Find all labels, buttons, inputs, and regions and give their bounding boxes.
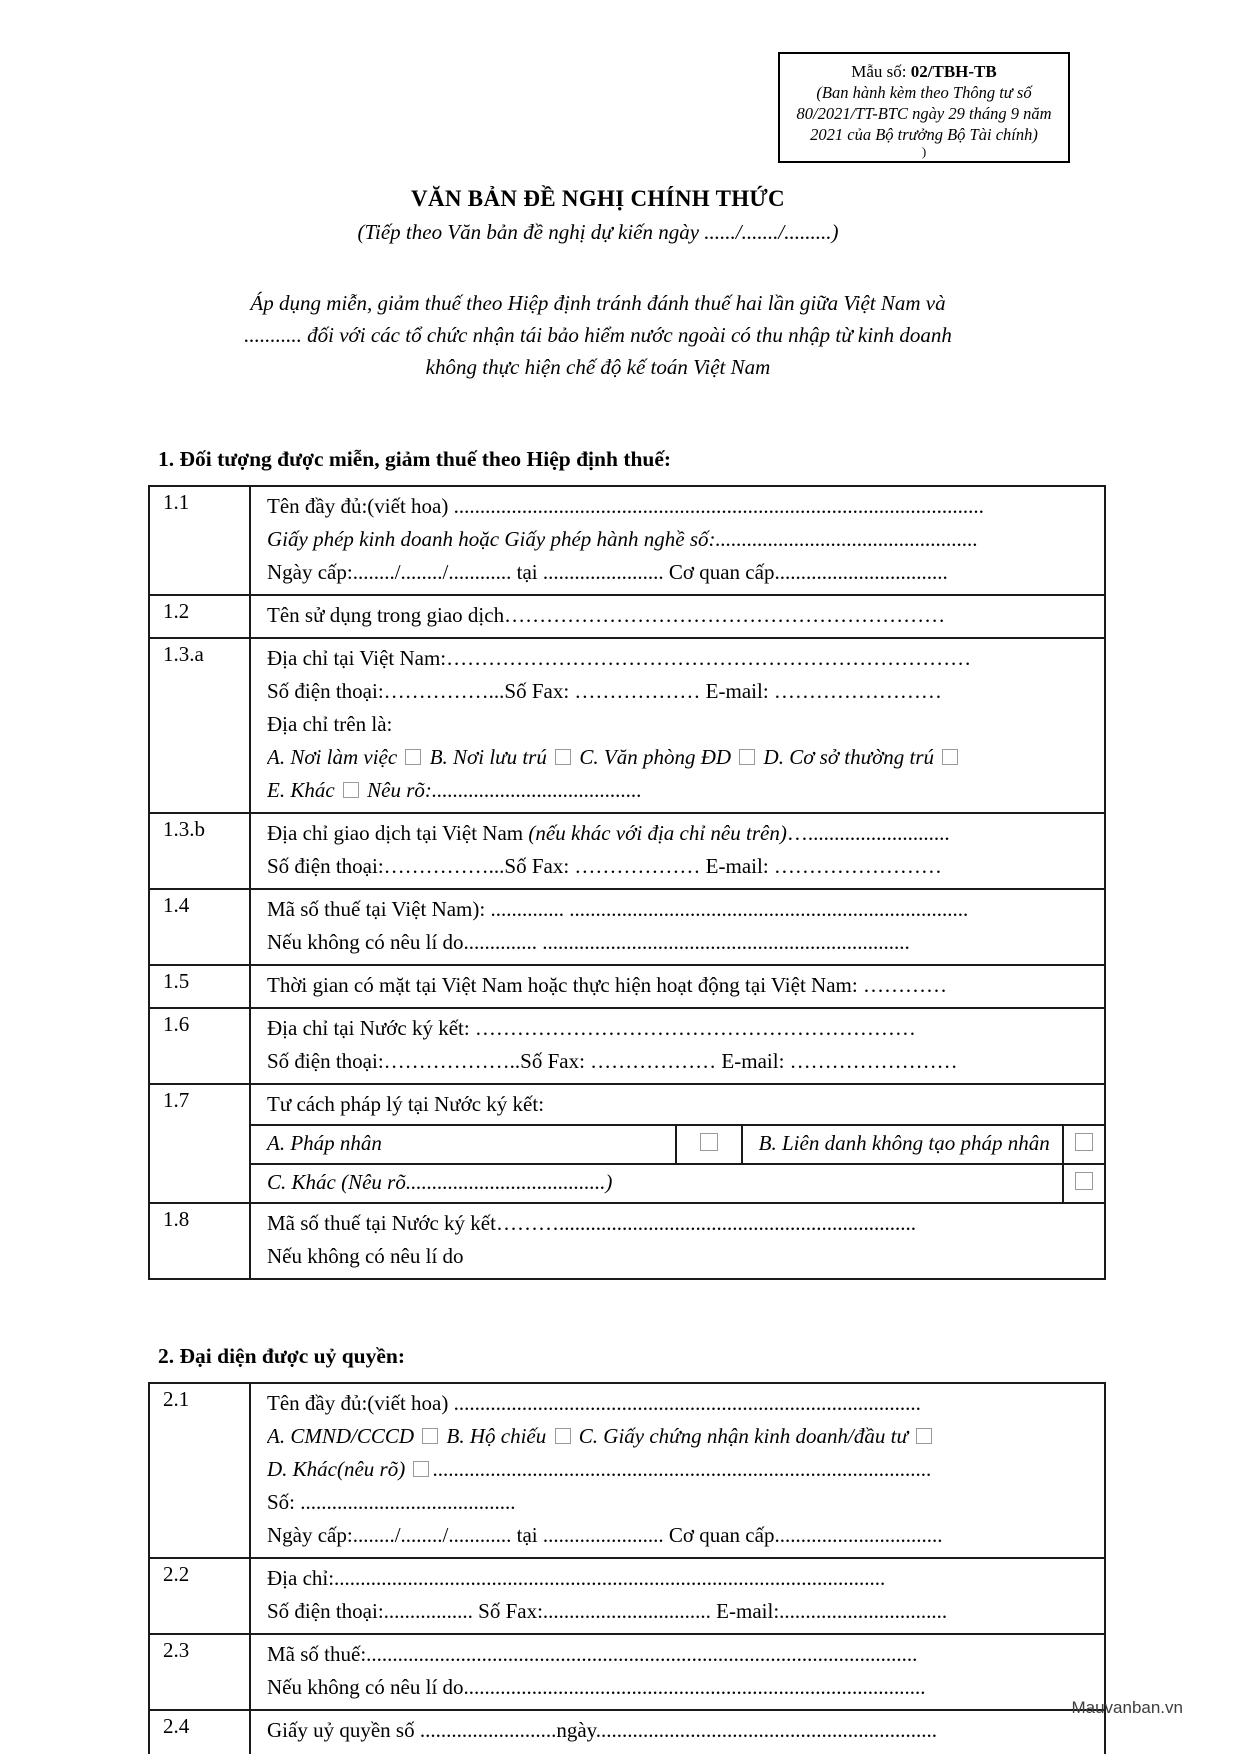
row-content [250, 965, 1105, 1008]
form-code-value: 02/TBH-TB [910, 62, 997, 81]
page-title: VĂN BẢN ĐỀ NGHỊ CHÍNH THỨC [411, 186, 785, 211]
form-line [267, 1453, 1094, 1486]
row-content [250, 595, 1105, 638]
checkbox-cell [676, 1125, 742, 1164]
row-content [250, 1084, 1105, 1203]
checkbox[interactable] [555, 749, 571, 765]
table-row [149, 486, 1105, 595]
row-content [250, 486, 1105, 595]
form-line [267, 1420, 1094, 1453]
row-content [250, 1558, 1105, 1634]
table-row [149, 1634, 1105, 1710]
text-segment: …........................... [786, 821, 950, 845]
table-row [149, 1084, 1105, 1203]
table-row [149, 595, 1105, 638]
form-line [267, 708, 1094, 741]
table-row [149, 1008, 1105, 1084]
row-id: 1.1 [149, 486, 250, 595]
text-segment: Địa chỉ tại Nước ký kết: ……………………………………………………… [267, 1016, 916, 1040]
subtable-row [251, 1164, 1104, 1202]
section1-heading: 1. Đối tượng được miễn, giảm thuế theo Hiệp định thuế: [158, 447, 672, 471]
form-line [267, 1671, 1094, 1704]
intro-paragraph [148, 287, 1048, 383]
document-header [148, 186, 1048, 383]
form-line [267, 850, 1094, 883]
form-line [267, 1387, 1094, 1420]
text-segment: Nếu không có nêu lí do........................................................................................ [267, 1675, 926, 1699]
form-line [267, 490, 1094, 523]
text-segment: Địa chỉ:......................................................................................................... [267, 1566, 886, 1590]
text-segment: Tên sử dụng trong giao dịch……………………………………………………… [267, 603, 946, 627]
checkbox[interactable] [405, 749, 421, 765]
intro-line-3: không thực hiện chế độ kế toán Việt Nam [425, 355, 771, 379]
form-line [267, 1045, 1094, 1078]
row-id: 1.3.b [149, 813, 250, 889]
text-segment: D. Khác(nêu rõ) [267, 1457, 411, 1481]
checkbox-cell [1063, 1125, 1104, 1164]
form-line [267, 1638, 1094, 1671]
text-segment: Thời gian có mặt tại Việt Nam hoặc thực hiện hoạt động tại Việt Nam: ………… [267, 973, 947, 997]
form-line [267, 1714, 1094, 1747]
section1-table [148, 485, 1106, 1280]
checkbox[interactable] [343, 782, 359, 798]
text-segment: Số điện thoại:……………...Số Fax: ……………… E-mail: …………………… [267, 679, 942, 703]
text-segment: Ngày cấp:......../......../............ tại ....................... Cơ quan cấp................................. [267, 560, 948, 584]
form-line [267, 1595, 1094, 1628]
row-id: 2.4 [149, 1710, 250, 1754]
row-content [250, 638, 1105, 813]
form-code-label: Mẫu số: [851, 62, 911, 81]
row-content [250, 1634, 1105, 1710]
row-content [250, 1008, 1105, 1084]
row-content [250, 1710, 1105, 1754]
checkbox[interactable] [700, 1133, 718, 1151]
table-row [149, 638, 1105, 813]
form-line [267, 774, 1094, 807]
checkbox[interactable] [1075, 1133, 1093, 1151]
form-line [267, 523, 1094, 556]
text-segment: Nêu rõ:........................................ [361, 778, 642, 802]
text-segment: A. CMND/CCCD [267, 1424, 420, 1448]
form-box-paren: ) [921, 144, 927, 159]
text-segment: Nếu không có nêu lí do [267, 1244, 464, 1268]
text-segment: Địa chỉ giao dịch tại Việt Nam [267, 821, 529, 845]
row-id: 1.2 [149, 595, 250, 638]
form-line [267, 926, 1094, 959]
text-segment: Tên đầy đủ:(viết hoa) ......................................................................................... [267, 1391, 921, 1415]
table-row [149, 1710, 1105, 1754]
row-id: 1.5 [149, 965, 250, 1008]
blank-space [267, 1747, 1094, 1754]
row-id: 1.6 [149, 1008, 250, 1084]
form-line [267, 1562, 1094, 1595]
option-b-cell: B. Liên danh không tạo pháp nhân [742, 1125, 1063, 1164]
text-segment: Mã số thuế tại Nước ký kết……….................................................................... [267, 1211, 916, 1235]
text-segment: Ngày cấp:......../......../............ tại ....................... Cơ quan cấp................................ [267, 1523, 943, 1547]
table-row [149, 965, 1105, 1008]
text-segment: Tư cách pháp lý tại Nước ký kết: [267, 1092, 545, 1116]
text-segment: B. Nơi lưu trú [424, 745, 553, 769]
checkbox[interactable] [422, 1428, 438, 1444]
form-line [267, 817, 1094, 850]
intro-line-2: ........... đối với các tổ chức nhận tái bảo hiểm nước ngoài có thu nhập từ kinh doanh [244, 323, 952, 347]
row-id: 2.2 [149, 1558, 250, 1634]
page-subtitle: (Tiếp theo Văn bản đề nghị dự kiến ngày ....../......./.........) [357, 220, 839, 244]
text-segment: Số điện thoại:................. Số Fax:................................ E-mail:................................ [267, 1599, 948, 1623]
text-segment: Số điện thoại:……………...Số Fax: ……………… E-mail: …………………… [267, 854, 942, 878]
text-segment: Số điện thoại:………………..Số Fax: ……………… E-mail: …………………… [267, 1049, 958, 1073]
text-segment: Giấy phép kinh doanh hoặc Giấy phép hành nghề số:.................................................. [267, 527, 978, 551]
row-content [250, 1383, 1105, 1558]
text-segment: ............................................................................................... [432, 1457, 932, 1481]
form-line [267, 556, 1094, 589]
form-line [267, 675, 1094, 708]
row-id: 1.4 [149, 889, 250, 965]
row-id: 1.3.a [149, 638, 250, 813]
row-id: 1.8 [149, 1203, 250, 1279]
checkbox[interactable] [739, 749, 755, 765]
table-row [149, 1203, 1105, 1279]
table-row [149, 813, 1105, 889]
table-row [149, 1383, 1105, 1558]
form-code-box [778, 52, 1070, 163]
checkbox[interactable] [916, 1428, 932, 1444]
text-segment: (nếu khác với địa chỉ nêu trên) [528, 821, 787, 845]
text-segment: A. Nơi làm việc [267, 745, 403, 769]
form-line [267, 1207, 1094, 1240]
row-id: 2.3 [149, 1634, 250, 1710]
form-line [267, 1519, 1094, 1552]
section2-heading: 2. Đại diện được uỷ quyền: [158, 1344, 406, 1368]
form-line [251, 1085, 1104, 1121]
watermark-source: Mauvanban.vn [1071, 1698, 1183, 1717]
form-code-line [786, 61, 1062, 82]
table-row [149, 1558, 1105, 1634]
text-segment: B. Hộ chiếu [441, 1424, 552, 1448]
text-segment: Mã số thuế tại Việt Nam): .............. ............................................................................ [267, 897, 969, 921]
table-row [149, 889, 1105, 965]
text-segment: Địa chỉ trên là: [267, 712, 393, 736]
text-segment: Nếu không có nêu lí do.............. ...................................................................... [267, 930, 910, 954]
form-line [267, 741, 1094, 774]
text-segment: C. Giấy chứng nhận kinh doanh/đầu tư [573, 1424, 914, 1448]
checkbox-cell [1063, 1164, 1104, 1202]
form-line [267, 599, 1094, 632]
form-issued-line-1: (Ban hành kèm theo Thông tư số [816, 83, 1032, 102]
form-line [267, 1486, 1094, 1519]
form-issued-line-3: 2021 của Bộ trưởng Bộ Tài chính) [810, 125, 1038, 144]
checkbox[interactable] [1075, 1172, 1093, 1190]
intro-line-1: Áp dụng miễn, giảm thuế theo Hiệp định tránh đánh thuế hai lần giữa Việt Nam và [250, 291, 946, 315]
form-line [267, 893, 1094, 926]
checkbox[interactable] [555, 1428, 571, 1444]
form-line [267, 642, 1094, 675]
form-line [267, 1012, 1094, 1045]
text-segment: Địa chỉ tại Việt Nam:………………………………………………………………… [267, 646, 972, 670]
text-segment: D. Cơ sở thường trú [758, 745, 940, 769]
legal-status-subtable [251, 1124, 1104, 1202]
row-content [250, 1203, 1105, 1279]
section2-table [148, 1382, 1106, 1754]
row-id: 2.1 [149, 1383, 250, 1558]
row-content [250, 813, 1105, 889]
row-id: 1.7 [149, 1084, 250, 1203]
option-a-cell: A. Pháp nhân [251, 1125, 676, 1164]
form-issued-line-2: 80/2021/TT-BTC ngày 29 tháng 9 năm [796, 104, 1052, 123]
option-c-cell: C. Khác (Nêu rõ......................................) [251, 1164, 1063, 1202]
text-segment: Tên đầy đủ:(viết hoa) ..................................................................................................... [267, 494, 984, 518]
checkbox[interactable] [942, 749, 958, 765]
row-content [250, 889, 1105, 965]
text-segment: Mã số thuế:......................................................................................................... [267, 1642, 918, 1666]
subtable-row [251, 1125, 1104, 1164]
form-line [267, 969, 1094, 1002]
text-segment: Số: ......................................... [267, 1490, 516, 1514]
text-segment: C. Văn phòng ĐD [574, 745, 737, 769]
text-segment: Giấy uỷ quyền số ..........................ngày................................................................. [267, 1718, 938, 1742]
text-segment: E. Khác [267, 778, 340, 802]
form-line [267, 1240, 1094, 1273]
checkbox[interactable] [413, 1461, 429, 1477]
